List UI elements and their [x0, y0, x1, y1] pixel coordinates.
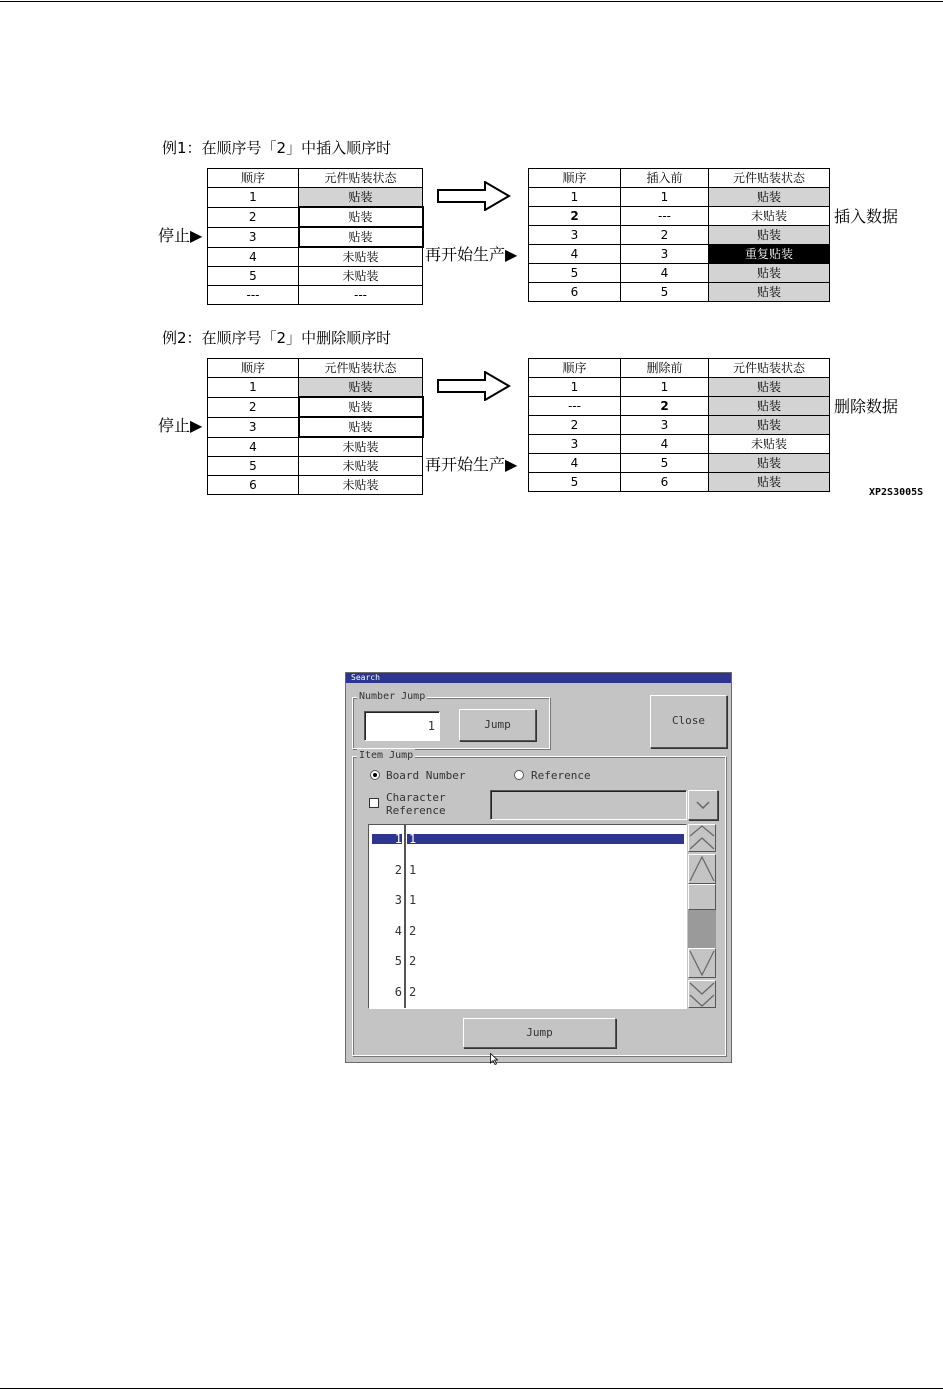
table-cell: 4 — [208, 247, 299, 267]
table-header-cell: 顺序 — [208, 359, 299, 378]
example1-side-label: 插入数据 — [834, 207, 899, 226]
table-row — [529, 245, 830, 264]
arrow-right-icon — [437, 181, 511, 211]
table-cell: 贴装 — [709, 454, 830, 473]
example2-restart-label: 再开始生产▶ — [425, 455, 518, 474]
table-row — [529, 188, 830, 207]
table-cell: 5 — [208, 457, 299, 476]
table-header-cell: 顺序 — [529, 359, 621, 378]
number-input-value: 1 — [427, 719, 435, 733]
table-row — [208, 378, 423, 398]
table-cell: 3 — [208, 227, 299, 247]
list-item[interactable] — [369, 985, 687, 999]
character-reference-line1: Character — [386, 791, 446, 804]
scroll-up-button[interactable] — [688, 854, 716, 884]
scroll-track — [688, 910, 716, 948]
table-cell: 4 — [529, 454, 621, 473]
table-row — [529, 397, 830, 416]
search-dialog — [345, 672, 732, 1063]
table-cell: 贴装 — [709, 397, 830, 416]
table-header-row — [208, 359, 423, 378]
example1-stop-label: 停止▶ — [158, 226, 203, 245]
table-cell: 贴装 — [299, 417, 423, 437]
table-cell: --- — [208, 286, 299, 305]
table-cell: 6 — [529, 283, 621, 302]
example2-left-table — [207, 358, 424, 495]
scroll-bottom-button[interactable] — [688, 980, 716, 1008]
table-header-row — [529, 359, 830, 378]
table-row — [529, 473, 830, 492]
table-cell: 3 — [529, 435, 621, 454]
table-cell: 3 — [621, 416, 709, 435]
table-row — [529, 454, 830, 473]
table-cell: 5 — [529, 264, 621, 283]
table-cell: 2 — [529, 416, 621, 435]
table-cell: 贴装 — [299, 207, 423, 227]
list-item-number: 3 — [394, 893, 402, 907]
table-row — [208, 227, 423, 247]
double-down-arrow-icon — [689, 981, 715, 1007]
table-row — [529, 378, 830, 397]
table-cell: 重复贴装 — [709, 245, 830, 264]
table-header-cell: 删除前 — [621, 359, 709, 378]
reference-dropdown-button[interactable] — [688, 790, 718, 820]
table-row — [529, 264, 830, 283]
scroll-thumb[interactable] — [688, 884, 716, 910]
table-header-cell: 元件贴装状态 — [299, 169, 423, 188]
table-cell: 贴装 — [299, 378, 423, 398]
table-cell: --- — [621, 207, 709, 226]
table-cell: 未贴装 — [299, 247, 423, 267]
selection-highlight — [407, 834, 684, 844]
table-cell: 贴装 — [709, 264, 830, 283]
table-row — [208, 188, 423, 208]
reference-label: Reference — [531, 769, 591, 782]
list-item-number: 2 — [394, 862, 402, 877]
example2-stop-label: 停止▶ — [158, 416, 203, 435]
table-cell: 贴装 — [709, 378, 830, 397]
table-cell: 5 — [621, 454, 709, 473]
table-cell: 未贴装 — [299, 267, 423, 286]
example1-right-table — [528, 168, 830, 302]
list-item-number: 6 — [394, 984, 402, 999]
table-cell: 贴装 — [299, 227, 423, 247]
list-item[interactable] — [369, 924, 687, 938]
table-row — [208, 417, 423, 437]
board-number-label: Board Number — [386, 769, 466, 782]
list-item-value: 1 — [409, 832, 417, 846]
table-cell: 2 — [208, 207, 299, 227]
table-cell: 未贴装 — [299, 437, 423, 457]
table-header-cell: 元件贴装状态 — [709, 359, 830, 378]
table-cell: 贴装 — [299, 397, 423, 417]
scroll-top-button[interactable] — [688, 824, 716, 852]
table-cell: 2 — [621, 226, 709, 245]
table-cell: 4 — [529, 245, 621, 264]
table-row — [208, 267, 423, 286]
list-scrollbar[interactable] — [688, 824, 718, 1009]
table-cell: 1 — [208, 378, 299, 398]
list-item-number: 5 — [394, 954, 402, 968]
table-cell: 3 — [621, 245, 709, 264]
table-cell: 4 — [208, 437, 299, 457]
table-cell: 4 — [621, 264, 709, 283]
table-cell: 贴装 — [709, 416, 830, 435]
list-item-number: 4 — [394, 923, 402, 938]
arrow-right-icon — [437, 371, 511, 401]
character-reference-label — [386, 791, 446, 817]
table-cell: 未贴装 — [709, 435, 830, 454]
table-cell: --- — [299, 286, 423, 305]
table-cell: 未贴装 — [299, 457, 423, 476]
table-cell: 贴装 — [709, 283, 830, 302]
table-row — [208, 437, 423, 457]
example2-caption: 例2：在顺序号「2」中删除顺序时 — [162, 329, 392, 347]
table-cell: 6 — [208, 476, 299, 495]
number-jump-legend: Number Jump — [359, 691, 426, 702]
scroll-down-button[interactable] — [688, 948, 716, 978]
table-cell: 贴装 — [709, 188, 830, 207]
table-row — [208, 476, 423, 495]
table-cell: 贴装 — [709, 226, 830, 245]
list-item[interactable] — [369, 863, 687, 877]
list-item-number: 1 — [394, 832, 402, 846]
number-jump-button[interactable]: Jump — [459, 709, 536, 741]
number-input[interactable] — [364, 711, 440, 741]
list-item-value: 1 — [409, 862, 417, 877]
example2-right-table — [528, 358, 830, 492]
table-row — [529, 435, 830, 454]
table-header-row — [208, 169, 423, 188]
table-row — [529, 207, 830, 226]
table-cell: 5 — [621, 283, 709, 302]
table-cell: 5 — [208, 267, 299, 286]
example1-restart-label: 再开始生产▶ — [425, 245, 518, 264]
table-row — [208, 397, 423, 417]
reference-combo[interactable] — [490, 790, 687, 820]
list-item-value: 2 — [409, 954, 417, 968]
table-row — [529, 416, 830, 435]
table-row — [529, 226, 830, 245]
item-list[interactable] — [368, 824, 687, 1009]
table-row — [208, 286, 423, 305]
example1-caption: 例1：在顺序号「2」中插入顺序时 — [162, 139, 392, 157]
table-cell: 2 — [529, 207, 621, 226]
table-cell: 贴装 — [299, 188, 423, 208]
table-header-row — [529, 169, 830, 188]
table-cell: 4 — [621, 435, 709, 454]
table-cell: 3 — [529, 226, 621, 245]
top-rule — [0, 1, 943, 2]
character-reference-line2: Reference — [386, 804, 446, 817]
table-header-cell: 元件贴装状态 — [709, 169, 830, 188]
table-row — [208, 457, 423, 476]
table-cell: --- — [529, 397, 621, 416]
list-item[interactable] — [369, 893, 687, 907]
chevron-down-icon — [696, 801, 710, 809]
list-item-value: 2 — [409, 984, 417, 999]
list-item-value: 1 — [409, 893, 417, 907]
board-number-radio[interactable] — [370, 770, 380, 780]
table-header-cell: 顺序 — [529, 169, 621, 188]
item-jump-legend: Item Jump — [359, 750, 414, 761]
table-header-cell: 元件贴装状态 — [299, 359, 423, 378]
table-header-cell: 顺序 — [208, 169, 299, 188]
mouse-cursor-icon — [490, 1053, 498, 1065]
double-up-arrow-icon — [689, 825, 715, 851]
example1-left-table — [207, 168, 424, 305]
table-cell: 1 — [621, 378, 709, 397]
dialog-title: Search — [346, 673, 731, 683]
table-cell: 1 — [621, 188, 709, 207]
table-cell: 5 — [529, 473, 621, 492]
example2-side-label: 删除数据 — [834, 397, 899, 416]
table-cell: 3 — [208, 417, 299, 437]
table-row — [208, 207, 423, 227]
down-arrow-icon — [689, 949, 715, 977]
table-cell: 1 — [208, 188, 299, 208]
table-header-cell: 插入前 — [621, 169, 709, 188]
table-cell: 未贴装 — [299, 476, 423, 495]
table-cell: 2 — [208, 397, 299, 417]
table-cell: 1 — [529, 378, 621, 397]
table-cell: 6 — [621, 473, 709, 492]
list-item-value: 2 — [409, 923, 417, 938]
table-row — [529, 283, 830, 302]
close-button[interactable]: Close — [650, 695, 727, 748]
table-cell: 1 — [529, 188, 621, 207]
reference-radio[interactable] — [514, 770, 524, 780]
item-jump-button[interactable]: Jump — [463, 1018, 616, 1048]
bottom-rule — [0, 1388, 943, 1389]
table-cell: 贴装 — [709, 473, 830, 492]
table-cell: 未贴装 — [709, 207, 830, 226]
figure-code: XP2S3005S — [869, 487, 924, 498]
list-item[interactable] — [369, 954, 687, 968]
up-arrow-icon — [689, 855, 715, 883]
table-row — [208, 247, 423, 267]
table-cell: 2 — [621, 397, 709, 416]
list-item[interactable] — [369, 832, 687, 846]
character-reference-checkbox[interactable] — [369, 798, 379, 808]
column-separator — [404, 825, 406, 1009]
